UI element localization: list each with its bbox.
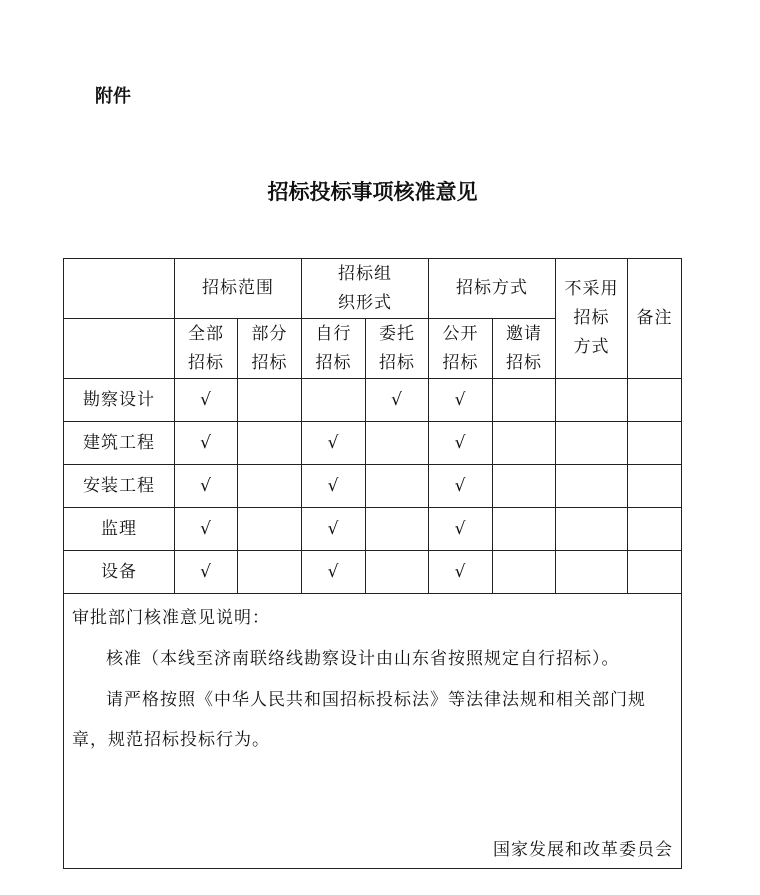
subheader-cell	[302, 319, 366, 379]
table-cell	[556, 422, 628, 465]
table-cell	[238, 508, 302, 551]
notes-heading: 审批部门核准意见说明：	[72, 608, 270, 628]
row-label: 监理	[64, 508, 175, 551]
table-cell	[366, 551, 429, 594]
table-cell	[493, 422, 556, 465]
subheader-line2: 招标	[506, 352, 542, 373]
header-org-form-line2: 织形式	[338, 292, 392, 313]
table-row	[64, 465, 682, 508]
table-row	[64, 551, 682, 594]
subheader-line1: 部分	[251, 323, 288, 344]
table-cell	[556, 551, 628, 594]
table-cell	[366, 465, 429, 508]
header-not-adopted-line1: 不采用	[564, 279, 619, 299]
table-cell	[302, 379, 366, 422]
table-cell	[238, 551, 302, 594]
subheader-cell	[238, 319, 302, 379]
table-cell: √	[175, 379, 238, 422]
subheader-line2: 招标	[315, 352, 352, 373]
table-cell	[493, 551, 556, 594]
page-title: 招标投标事项核准意见	[267, 180, 478, 204]
table-cell	[493, 465, 556, 508]
table-cell: √	[175, 551, 238, 594]
attachment-label: 附件	[95, 86, 131, 107]
header-remarks: 备注	[628, 259, 682, 379]
corner-cell	[64, 259, 175, 319]
table-cell	[556, 508, 628, 551]
header-scope: 招标范围	[175, 259, 302, 319]
table-cell: √	[366, 379, 429, 422]
table-cell	[628, 422, 682, 465]
subheader-cell	[429, 319, 493, 379]
table-cell: √	[429, 465, 493, 508]
subheader-cell	[493, 319, 556, 379]
table-cell: √	[175, 422, 238, 465]
table-cell: √	[429, 508, 493, 551]
table-cell	[556, 379, 628, 422]
table-cell: √	[429, 422, 493, 465]
subheader-line1: 自行	[315, 323, 352, 344]
notes-paragraph-approval: 核准（本线至济南联络线勘察设计由山东省按照规定自行招标）。	[106, 649, 620, 669]
subheader-line1: 全部	[188, 323, 224, 344]
table-cell	[628, 379, 682, 422]
table-cell: √	[175, 465, 238, 508]
row-label: 安装工程	[64, 465, 175, 508]
notes-paragraph-compliance: 请严格按照《中华人民共和国招标投标法》等法律法规和相关部门规章，规范招标投标行为。	[72, 690, 646, 750]
header-not-adopted-line3: 方式	[573, 337, 610, 357]
subheader-line2: 招标	[188, 352, 224, 373]
table-cell	[366, 508, 429, 551]
table-cell	[628, 465, 682, 508]
header-method: 招标方式	[429, 259, 556, 319]
table-cell	[366, 422, 429, 465]
table-cell: √	[302, 551, 366, 594]
table-row	[64, 379, 682, 422]
row-label: 建筑工程	[64, 422, 175, 465]
subheader-cell	[175, 319, 238, 379]
table-cell	[238, 422, 302, 465]
table-cell: √	[175, 508, 238, 551]
table-cell	[556, 465, 628, 508]
header-not-adopted	[556, 259, 628, 379]
table-row	[64, 422, 682, 465]
header-org-form-line1: 招标组	[338, 263, 392, 284]
table-cell: √	[429, 379, 493, 422]
subheader-cell	[366, 319, 429, 379]
subheader-line1: 委托	[379, 323, 415, 344]
table-cell	[628, 551, 682, 594]
approval-notes	[64, 594, 682, 869]
table-row	[64, 508, 682, 551]
table-cell	[493, 508, 556, 551]
table-cell	[493, 379, 556, 422]
table-cell: √	[302, 465, 366, 508]
corner-cell-lower	[64, 319, 175, 379]
issuing-authority: 国家发展和改革委员会	[493, 840, 673, 860]
table-cell	[628, 508, 682, 551]
table-cell: √	[302, 508, 366, 551]
table-cell: √	[302, 422, 366, 465]
approval-table	[63, 258, 682, 869]
subheader-line2: 招标	[379, 352, 415, 373]
table-cell: √	[429, 551, 493, 594]
table-cell	[238, 465, 302, 508]
subheader-line2: 招标	[442, 352, 479, 373]
table-cell	[238, 379, 302, 422]
row-label: 设备	[64, 551, 175, 594]
subheader-line2: 招标	[251, 352, 288, 373]
subheader-line1: 公开	[442, 323, 479, 344]
header-org-form	[302, 259, 429, 319]
row-label: 勘察设计	[64, 379, 175, 422]
subheader-line1: 邀请	[506, 323, 542, 344]
header-not-adopted-line2: 招标	[573, 308, 610, 328]
